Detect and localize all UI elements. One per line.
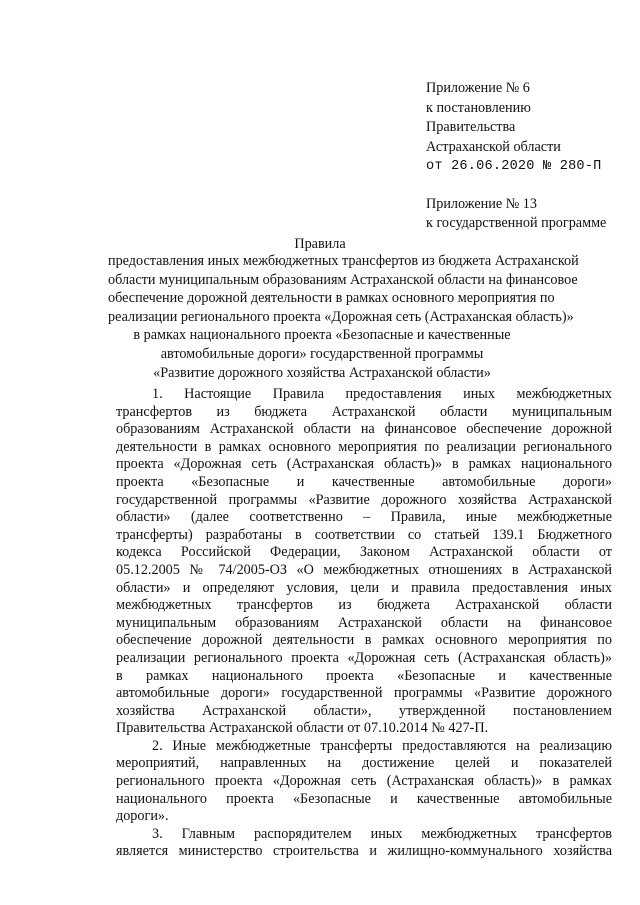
body-line: проекта «Безопасные и качественные автомобильные дороги» [116,473,612,490]
body-line: Правительства Астраханской области от 07.10.2014 № 427-П. [116,720,489,737]
body-line: 3. Главным распорядителем иных межбюджетных трансфертов [152,825,612,842]
approval-line: Приложение № 13 [426,195,537,212]
heading-line: предоставления иных межбюджетных трансфертов из бюджета Астраханской [108,253,579,269]
body-line: в рамках национального проекта «Безопасные и качественные [116,667,612,684]
body-line: автомобильные дороги» государственной программы «Развитие дорожного [116,685,612,702]
body-line: области» и определяют условия, цели и правила предоставления иных [116,579,612,596]
body-line: 05.12.2005 № 74/2005-ОЗ «О межбюджетных отношениях в Астраханской [116,561,612,578]
approval-stamp [426,79,606,234]
body-line: муниципальным образованиям Астраханской области на финансовое [116,614,612,631]
heading-line: области муниципальным образованиям Астраханской области на финансовое [108,271,578,288]
body-line: 2. Иные межбюджетные трансферты предоставляются на реализацию [152,737,612,754]
body-line: трансферты) разработаны в соответствии со статьей 139.1 Бюджетного [116,526,612,543]
heading-line: в рамках национального проекта «Безопасные и качественные [133,327,511,344]
document-body [116,386,612,861]
heading-line: обеспечение дорожной деятельности в рамках основного мероприятия по [108,290,555,307]
approval-line: Правительства [426,119,516,135]
body-line: области» (далее соответственно – Правила, иные межбюджетные [116,509,612,526]
body-line: обеспечение дорожной деятельности в рамках основного мероприятия по [116,632,612,649]
body-line: государственной программы «Развитие дорожного хозяйства Астраханской [116,491,612,508]
approval-line: к государственной программе [426,215,607,231]
body-line: кодекса Российской Федерации, Законом Астраханской области от [116,544,612,561]
body-line: проекта «Дорожная сеть (Астраханская область)» в рамках национального [116,456,612,473]
body-line: образованиям Астраханской области на финансовое обеспечение дорожной [116,421,612,438]
body-line: реализации регионального проекта «Дорожная сеть (Астраханская область)» [116,649,612,666]
approval-line: к постановлению [426,99,531,116]
body-line: трансфертов из бюджета Астраханской области муниципальным [116,403,612,420]
body-line: является министерство строительства и жилищно-коммунального хозяйства [116,843,612,860]
heading-line: автомобильные дороги» государственной программы [160,345,484,362]
heading-line: реализации регионального проекта «Дорожная сеть (Астраханская область)» [108,308,574,325]
heading-line: «Развитие дорожного хозяйства Астраханской области» [153,364,491,381]
body-line: регионального проекта «Дорожная сеть (Астраханская область)» в рамках [116,773,612,790]
document-title: Правила [294,236,346,252]
document-heading [108,252,579,382]
body-line: дороги». [116,808,169,825]
body-line: национального проекта «Безопасные и качественные автомобильные [116,790,612,807]
body-line: мероприятий, направленных на достижение целей и показателей [116,755,612,772]
approval-date: от 26.06.2020 № 280-П [426,159,602,174]
approval-line: Астраханской области [426,138,561,155]
approval-line: Приложение № 6 [426,80,530,96]
body-line: 1. Настоящие Правила предоставления иных межбюджетных [152,386,612,402]
body-line: хозяйства Астраханской области», утвержденной постановлением [116,702,612,719]
body-line: межбюджетных трансфертов из бюджета Астраханской области [116,597,612,614]
body-line: деятельности в рамках основного мероприятия по реализации регионального [116,438,612,455]
